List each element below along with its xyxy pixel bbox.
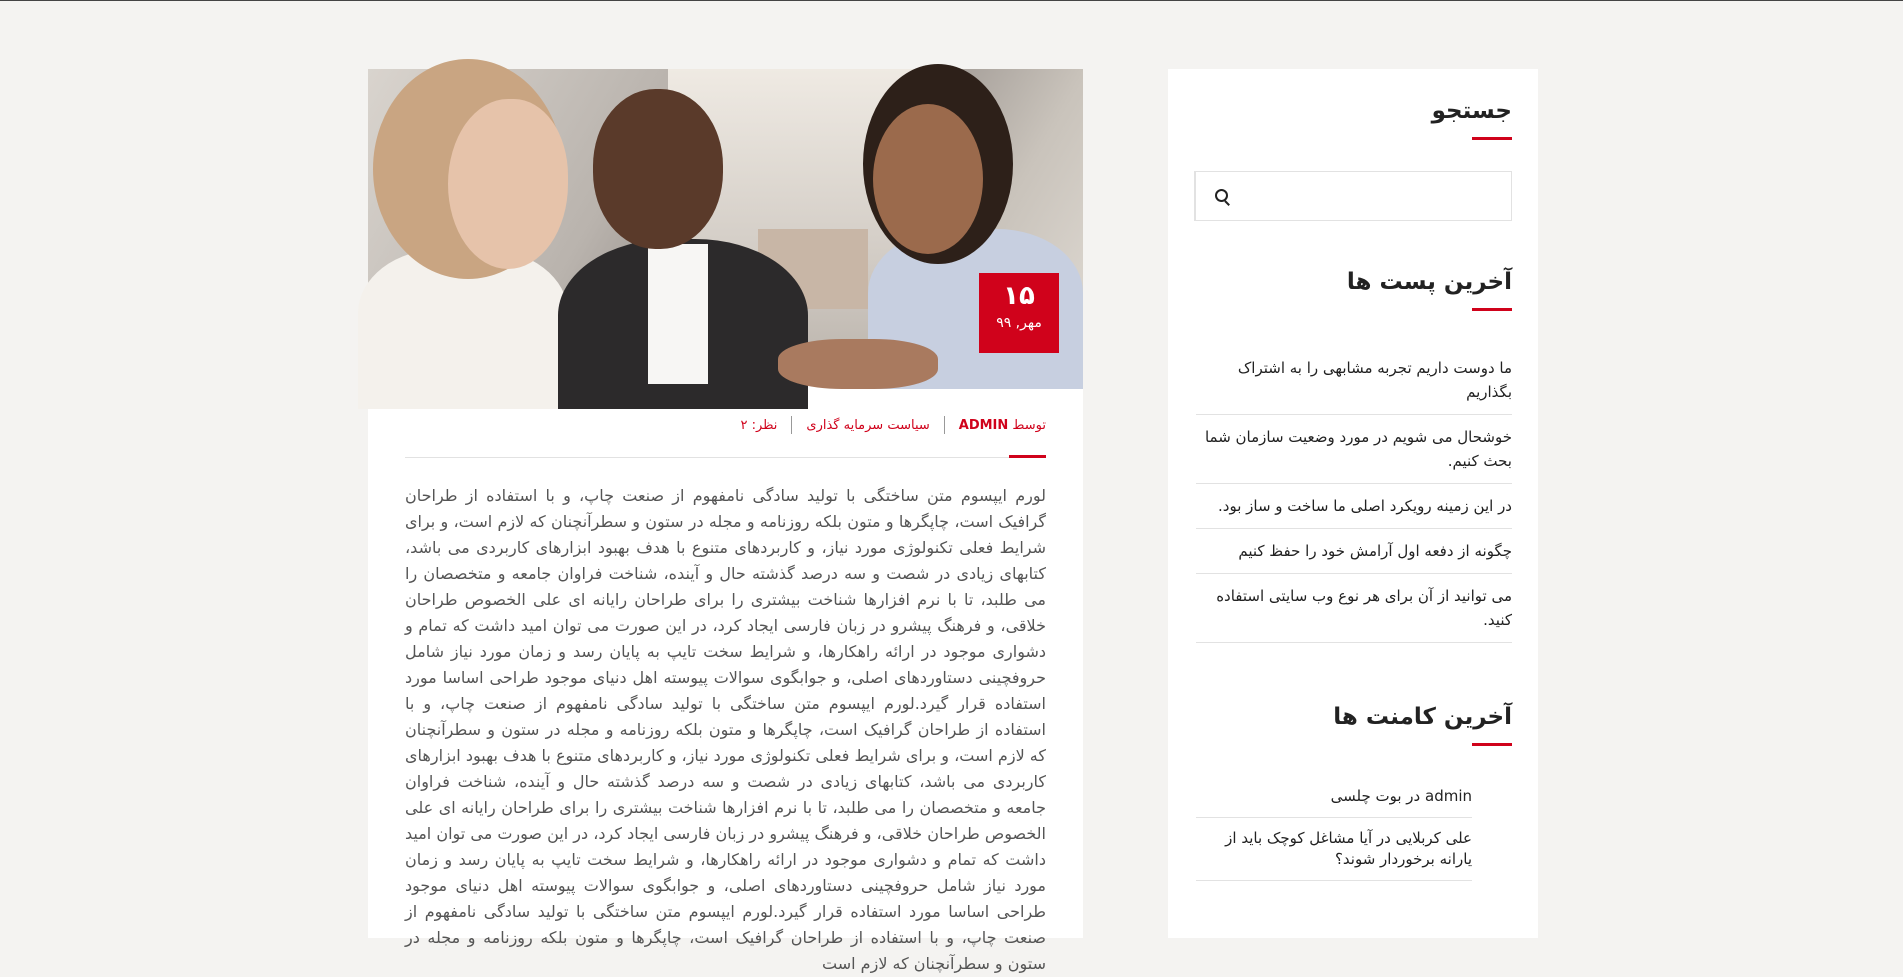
blog-post [368, 69, 1083, 973]
recent-posts-title: آخرین پست ها [1346, 269, 1512, 295]
recent-posts-title-accent [1472, 308, 1512, 311]
post-category-link[interactable]: سیاست سرمایه گذاری [806, 417, 930, 433]
post-featured-image[interactable] [368, 69, 1083, 384]
recent-posts-list [1196, 346, 1512, 643]
recent-post-item[interactable]: ما دوست داریم تجربه مشابهی را به اشتراک بگذاریم [1196, 346, 1512, 415]
image-person-right-face [873, 104, 983, 254]
post-content: لورم ایپسوم متن ساختگی با تولید سادگی نامفهوم از صنعت چاپ، و با استفاده از طراحان گرافیک است، چاپگرها و متون بلکه روزنامه و مجله در ستون و سطرآنچنان که لازم است، و برای شرایط فعلی تکنولوژی مورد نیاز، و کاربردهای متنوع با هدف بهبود ابزارهای کاربردی می باشد، کتابهای زیادی در شصت و سه درصد گذشته حال و آینده، شناخت فراوان جامعه و متخصصان را می طلبد، تا با نرم افزارها شناخت بیشتری را برای طراحان رایانه ای علی الخصوص طراحان خلاقی، و فرهنگ پیشرو در زبان فارسی ایجاد کرد، در این صورت می توان امید داشت که تمام و دشواری موجود در ارائه راهکارها، و شرایط سخت تایپ به پایان رسد و زمان مورد نیاز شامل حروفچینی دستاوردهای اصلی، و جوابگوی سوالات پیوسته اهل دنیای موجود طراحی اساسا مورد استفاده قرار گیرد.لورم ایپسوم متن ساختگی با تولید سادگی نامفهوم از صنعت چاپ، و با استفاده از طراحان گرافیک است، چاپگرها و متون بلکه روزنامه و مجله در ستون و سطرآنچنان که لازم است، و برای شرایط فعلی تکنولوژی مورد نیاز، و کاربردهای متنوع با هدف بهبود ابزارهای کاربردی می باشد، کتابهای زیادی در شصت و سه درصد گذشته حال و آینده، شناخت فراوان جامعه و متخصصان را می طلبد، تا با نرم افزارها شناخت بیشتری را برای طراحان رایانه ای علی الخصوص طراحان خلاقی، و فرهنگ پیشرو در زبان فارسی ایجاد کرد، در این صورت می توان امید داشت که تمام و دشواری موجود در ارائه راهکارها، و شرایط سخت تایپ به پایان رسد و زمان مورد نیاز شامل حروفچینی دستاوردهای اصلی، و جوابگوی سوالات پیوسته اهل دنیای موجود طراحی اساسا مورد استفاده قرار گیرد.لورم ایپسوم متن ساختگی با تولید سادگی نامفهوم از صنعت چاپ، و با استفاده از طراحان گرافیک است، چاپگرها و متون بلکه روزنامه و مجله در ستون و سطرآنچنان که لازم است [405, 486, 1046, 973]
recent-post-item[interactable]: در این زمینه رویکرد اصلی ما ساخت و ساز بود. [1196, 484, 1512, 529]
top-border [0, 0, 1903, 1]
recent-comment-item[interactable]: admin در بوت چلسی [1196, 776, 1472, 818]
recent-comments-title-accent [1472, 743, 1512, 746]
post-author-label: توسط [1012, 417, 1046, 433]
search-input[interactable] [1245, 172, 1511, 218]
image-person-middle-shirt [648, 244, 708, 384]
meta-divider [944, 416, 945, 434]
recent-comments-title: آخرین کامنت ها [1333, 704, 1512, 730]
post-meta [740, 416, 1046, 434]
image-hands [778, 339, 938, 389]
image-person-middle-head [593, 89, 723, 249]
search-form [1194, 171, 1512, 221]
search-widget-title: جستجو [1431, 98, 1512, 124]
recent-post-item[interactable]: می توانید از آن برای هر نوع وب سایتی استفاده کنید. [1196, 574, 1512, 643]
search-title-accent [1472, 137, 1512, 140]
post-author-link[interactable] [959, 418, 1046, 433]
post-date-day: ۱۵ [1003, 281, 1035, 311]
sidebar [1168, 69, 1538, 938]
post-date-month: مهر, ۹۹ [996, 315, 1042, 331]
search-button[interactable] [1195, 172, 1245, 220]
post-comment-count[interactable]: نظر: ۲ [740, 417, 778, 433]
meta-divider-line [405, 457, 1046, 458]
meta-divider [791, 416, 792, 434]
recent-post-item[interactable]: چگونه از دفعه اول آرامش خود را حفظ کنیم [1196, 529, 1512, 574]
recent-comments-list [1196, 776, 1472, 881]
meta-accent-line [1009, 455, 1046, 458]
recent-comment-item[interactable]: علی کربلایی در آیا مشاغل کوچک باید از یارانه برخوردار شوند؟ [1196, 818, 1472, 881]
post-author-name: ADMIN [958, 417, 1009, 433]
image-person-left-face [448, 99, 568, 269]
recent-post-item[interactable]: خوشحال می شویم در مورد وضعیت سازمان شما بحث کنیم. [1196, 415, 1512, 484]
post-date-badge [979, 273, 1059, 353]
